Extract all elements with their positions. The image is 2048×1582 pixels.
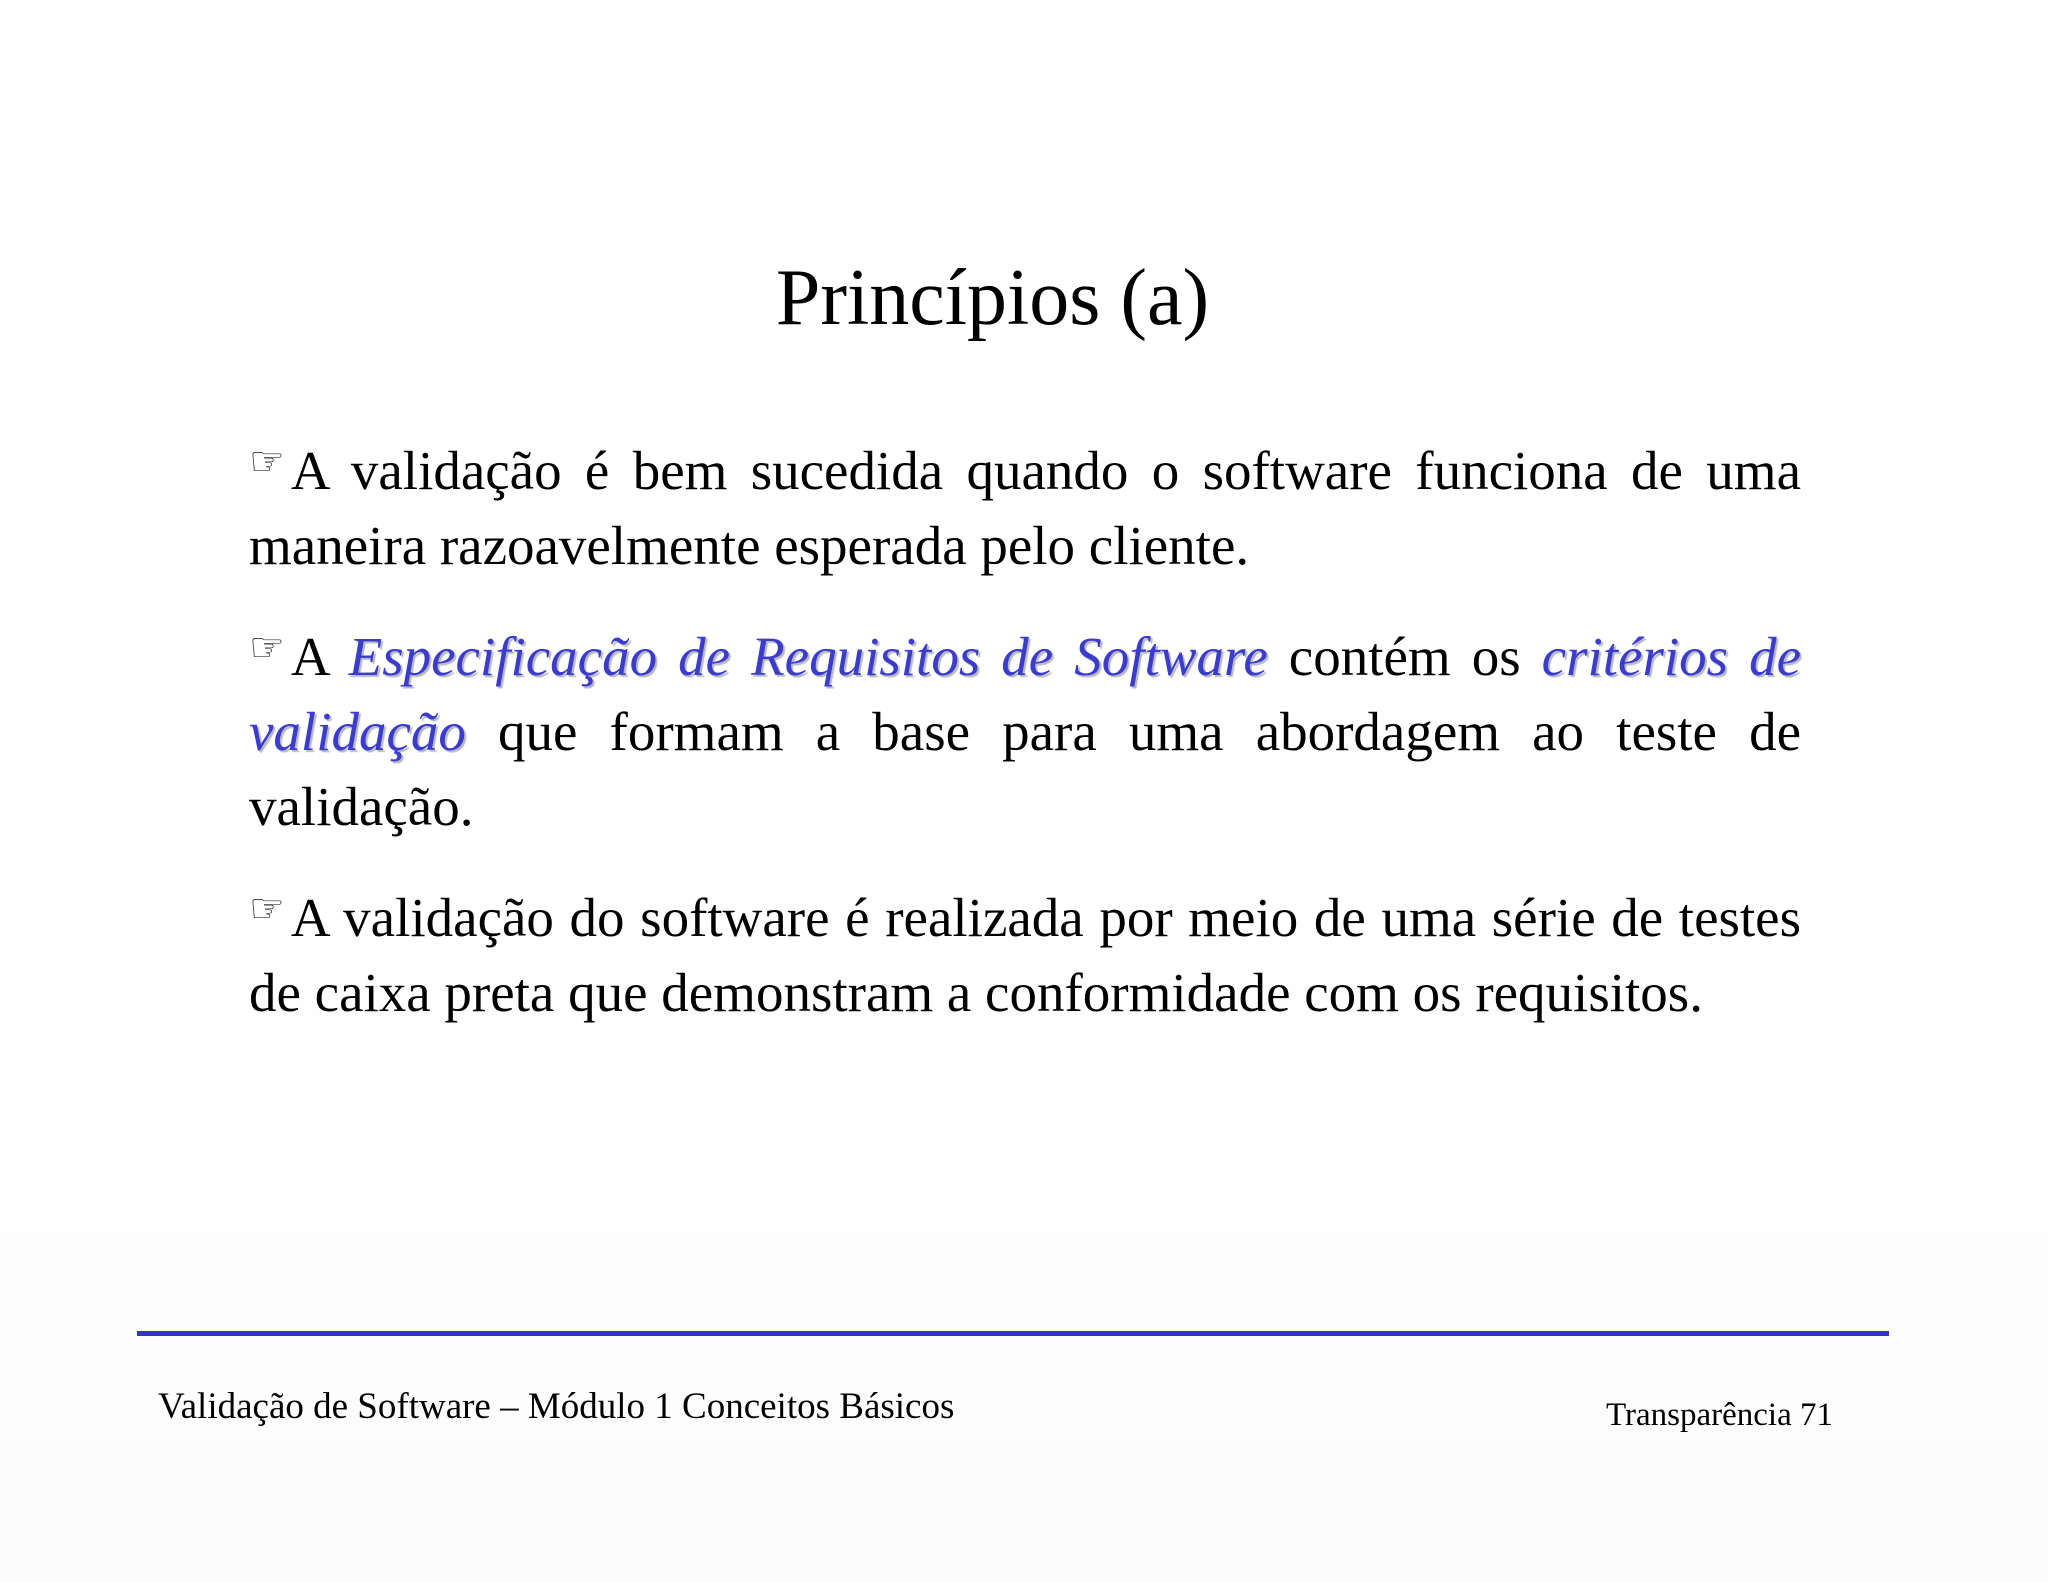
bullet-text-lead: A [290, 626, 349, 687]
bullet-text-tail: que formam a base para uma abordagem ao teste de validação. [249, 701, 1801, 837]
footer-divider [137, 1331, 1889, 1336]
bullet-text-middle: contém os [1267, 626, 1542, 687]
emphasis-validation-criteria: critérios de validação [249, 626, 1802, 762]
slide-title: Princípios (a) [775, 254, 1210, 342]
footer-page-number: Transparência 71 [1606, 1397, 1833, 1433]
emphasis-requirements-spec: Especificação de Requisitos de Software [348, 626, 1268, 687]
bullet-list [249, 425, 1801, 1058]
bullet-item [249, 872, 1801, 1030]
bullet-text: A validação é bem sucedida quando o software funciona de uma maneira razoavelmente esperada pelo cliente. [249, 440, 1801, 576]
pointing-hand-icon: ☞ [249, 625, 285, 671]
pointing-hand-icon: ☞ [249, 886, 285, 932]
bullet-item [249, 611, 1801, 844]
footer-course-title: Validação de Software – Módulo 1 Conceitos Básicos [158, 1386, 955, 1427]
pointing-hand-icon: ☞ [249, 439, 285, 485]
bullet-item [249, 425, 1801, 583]
bullet-text: A validação do software é realizada por meio de uma série de testes de caixa preta que demonstram a conformidade com os requisitos. [249, 887, 1801, 1023]
